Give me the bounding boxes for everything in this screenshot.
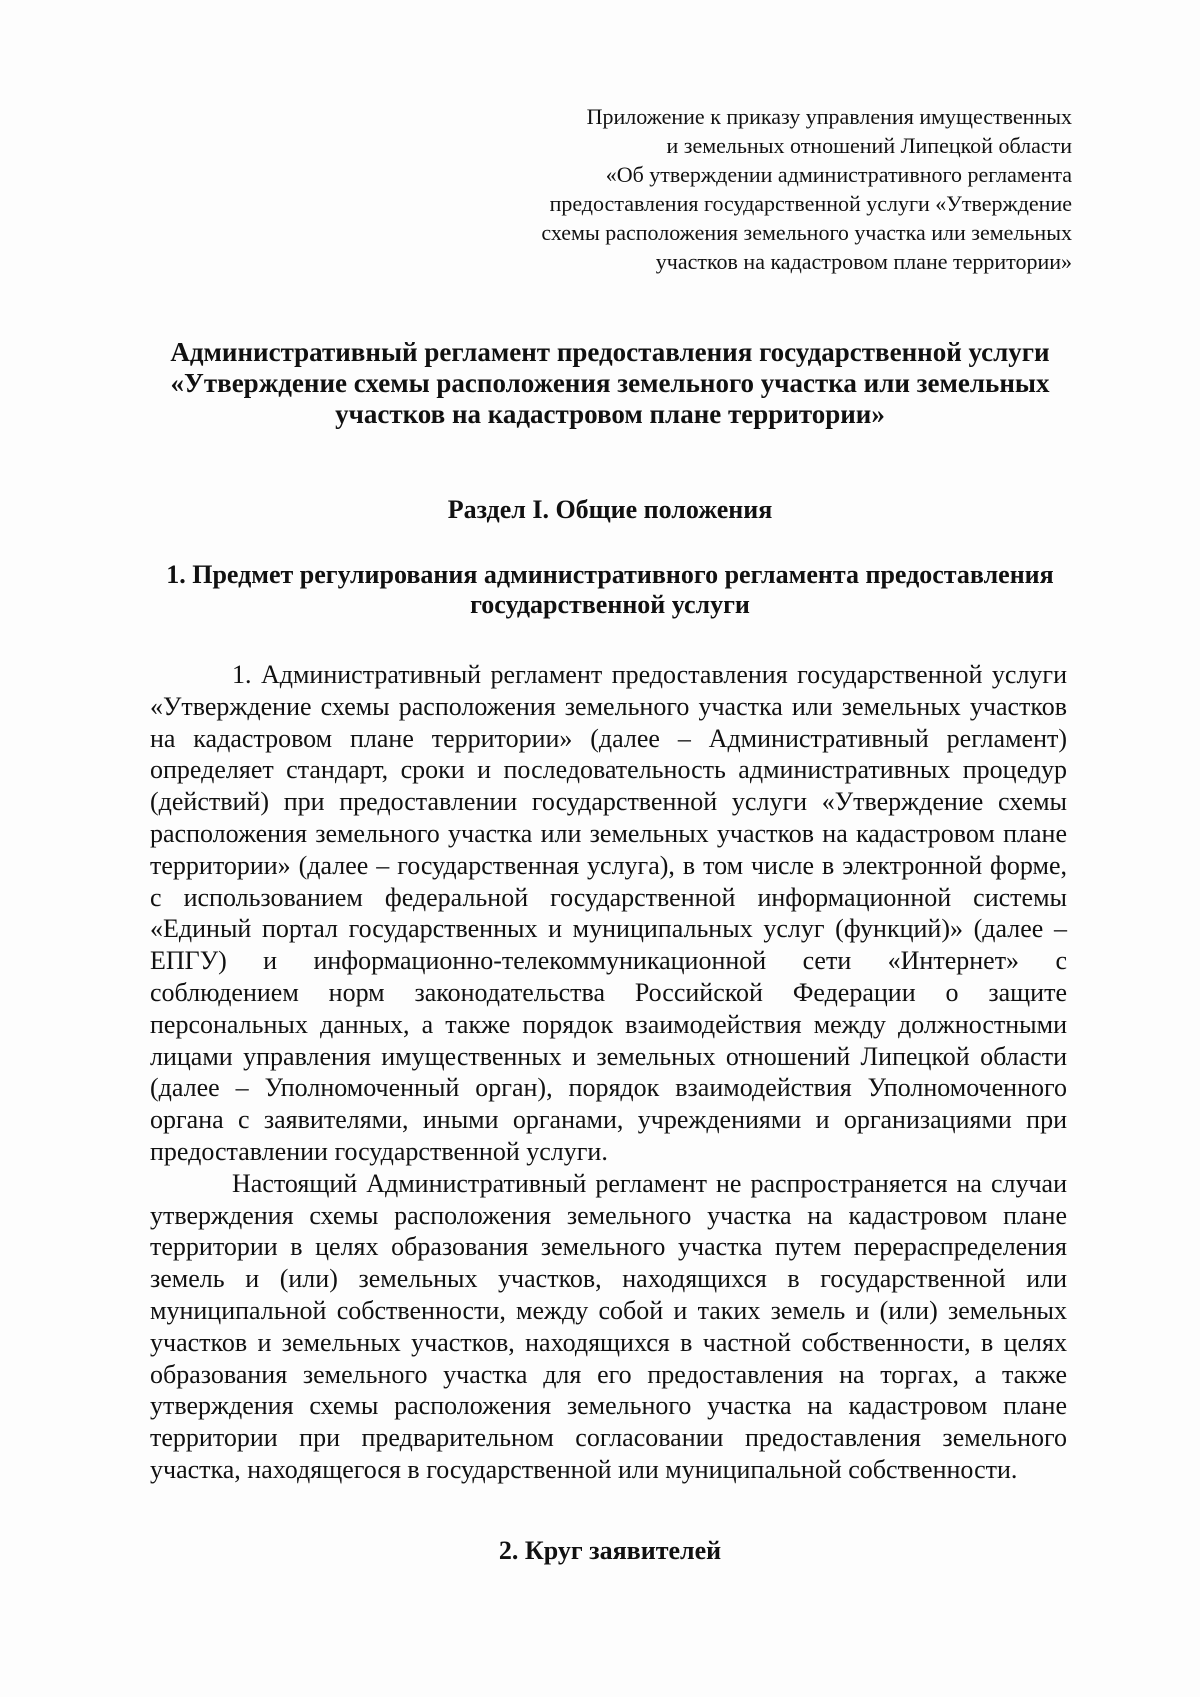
paragraph: 1. Административный регламент предоставления государственной услуги «Утверждение схемы расположения земельного участка или земельных участков на кадастровом плане территории» (далее – Административный регламент) определяет стандарт, сроки и последовательность административных процедур (действий) при предоставлении государственной услуги «Утверждение схемы расположения земельного участка или земельных участков на кадастровом плане территории» (далее – государственная услуга), в том числе в электронной форме, с использованием федеральной государственной информационной системы «Единый портал государственных и муниципальных услуг (функций)» (далее – ЕПГУ) и информационно-телекоммуникационной сети «Интернет» с соблюдением норм законодательства Российской Федерации о защите персональных данных, а также порядок взаимодействия между должностными лицами управления имущественных и земельных отношений Липецкой области (далее – Уполномоченный орган), порядок взаимодействия Уполномоченного органа с заявителями, иными органами, учреждениями и организациями при предоставлении государственной услуги. xyxy=(150,660,1067,1166)
subsection-heading-line: государственной услуги xyxy=(470,590,750,619)
annex-line: и земельных отношений Липецкой области xyxy=(666,133,1072,158)
subsection-heading-applicants: 2. Круг заявителей xyxy=(498,1536,722,1565)
paragraph: Настоящий Административный регламент не распространяется на случаи утверждения схемы расположения земельного участка на кадастровом плане территории в целях образования земельного участка путем перераспределения земель и (или) земельных участков, находящихся в государственной или муниципальной собственности, между собой и таких земель и (или) земельных участков и земельных участков, находящихся в частной собственности, в целях образования земельного участка для его предоставления на торгах, а также утверждения схемы расположения земельного участка на кадастровом плане территории при предварительном согласовании предоставления земельного участка, находящегося в государственной или муниципальной собственности. xyxy=(150,1168,1067,1484)
annex-line: предоставления государственной услуги «Утверждение xyxy=(549,191,1072,216)
body-text xyxy=(150,659,1067,1486)
annex-line: участков на кадастровом плане территории» xyxy=(655,249,1072,274)
subsection-heading xyxy=(150,560,1070,620)
document-title xyxy=(150,337,1070,430)
annex-line: Приложение к приказу управления имущественных xyxy=(586,104,1072,129)
annex-line: схемы расположения земельного участка или земельных xyxy=(541,220,1072,245)
title-line: участков на кадастровом плане территории» xyxy=(335,399,885,429)
subsection-heading-line: 1. Предмет регулирования административного регламента предоставления xyxy=(166,560,1054,589)
title-line: «Утверждение схемы расположения земельного участка или земельных xyxy=(170,368,1050,398)
title-line: Административный регламент предоставления государственной услуги xyxy=(170,337,1050,367)
annex-line: «Об утверждении административного регламента xyxy=(605,162,1072,187)
section-heading: Раздел I. Общие положения xyxy=(447,495,773,524)
annex-note xyxy=(432,102,1072,276)
